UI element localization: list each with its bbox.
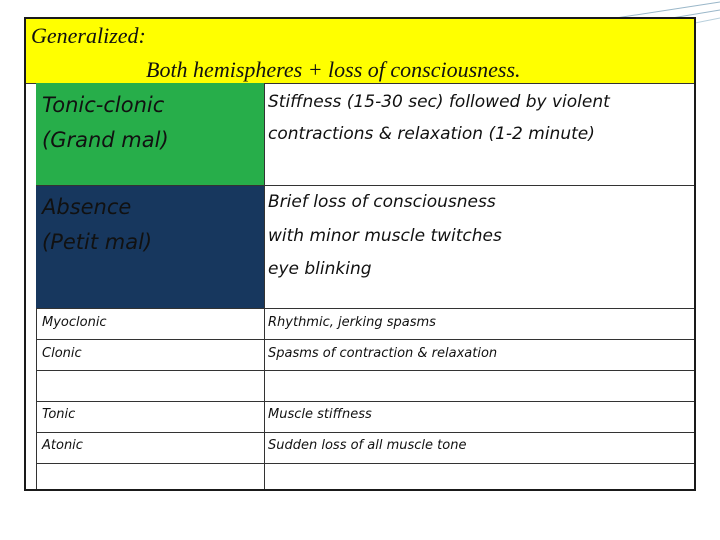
column-divider [264, 83, 265, 489]
tonic-clonic-desc-line-2: contractions & relaxation (1-2 minute) [268, 124, 595, 144]
tonic-clonic-type-cell [36, 83, 264, 185]
absence-desc-line-3: eye blinking [268, 259, 372, 279]
seizure-types-table [24, 17, 696, 491]
row-divider [36, 463, 694, 464]
tonic-desc: Muscle stiffness [268, 407, 372, 422]
absence-type-cell [36, 185, 264, 308]
tonic-clonic-desc-cell [264, 83, 694, 185]
myoclonic-desc-cell [264, 308, 694, 339]
row-divider [36, 185, 694, 186]
row-divider [36, 401, 694, 402]
myoclonic-type-cell [36, 308, 264, 339]
row-divider [36, 432, 694, 433]
table-header [26, 19, 694, 84]
atonic-desc: Sudden loss of all muscle tone [268, 438, 467, 453]
clonic-desc: Spasms of contraction & relaxation [268, 346, 498, 361]
tonic-desc-cell [264, 370, 694, 422]
myoclonic-desc: Rhythmic, jerking spasms [268, 315, 436, 330]
absence-desc-line-2: with minor muscle twitches [268, 226, 502, 246]
petit-mal-label: (Petit mal) [42, 230, 153, 254]
atonic-desc-cell [264, 432, 694, 463]
atonic-label: Atonic [42, 438, 83, 453]
clonic-desc-cell [264, 339, 694, 370]
row-divider [36, 370, 694, 371]
myoclonic-label: Myoclonic [42, 315, 107, 330]
clonic-label: Clonic [42, 346, 82, 361]
tonic-label: Tonic [42, 407, 76, 422]
absence-desc-cell [264, 185, 694, 308]
tonic-type-cell [36, 370, 264, 422]
clonic-type-cell [36, 339, 264, 370]
absence-label: Absence [42, 195, 132, 219]
tonic-clonic-label: Tonic-clonic [42, 93, 165, 117]
atonic-type-cell [36, 432, 264, 463]
header-title: Generalized: [31, 23, 146, 48]
grand-mal-label: (Grand mal) [42, 128, 169, 152]
row-divider [36, 308, 694, 309]
absence-desc-line-1: Brief loss of consciousness [268, 192, 496, 212]
row-divider [36, 339, 694, 340]
header-subtitle: Both hemispheres + loss of consciousness. [146, 57, 521, 82]
tonic-clonic-desc-line-1: Stiffness (15-30 sec) followed by violent [268, 92, 610, 112]
